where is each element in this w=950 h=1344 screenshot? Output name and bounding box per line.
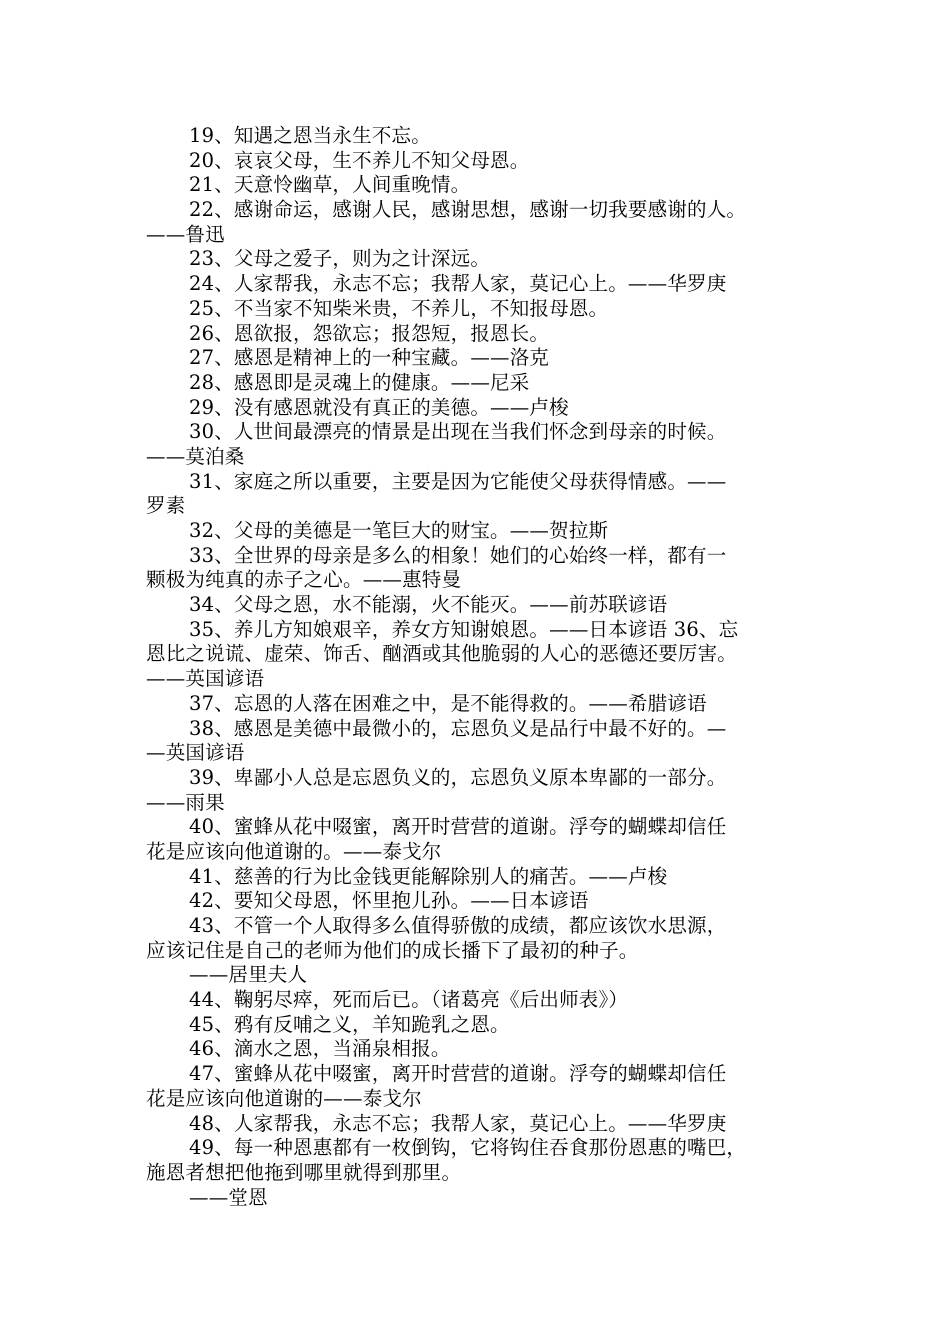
text-line: 47、蜜蜂从花中啜蜜，离开时营营的道谢。浮夸的蝴蝶却信任 <box>189 1062 727 1086</box>
text-line: 27、感恩是精神上的一种宝藏。——洛克 <box>189 346 550 370</box>
text-line: 43、不管一个人取得多么值得骄傲的成绩，都应该饮水思源， <box>189 914 727 937</box>
text-line: 颗极为纯真的赤子之心。——惠特曼 <box>146 568 462 592</box>
text-line: ——英国谚语 <box>146 667 265 691</box>
text-line: ——堂恩 <box>189 1185 268 1209</box>
text-line: 21、天意怜幽草，人间重晚情。 <box>189 173 471 197</box>
text-line: 37、忘恩的人落在困难之中，是不能得救的。——希腊谚语 <box>189 691 707 715</box>
text-line: 45、鸦有反哺之义，羊知跪乳之恩。 <box>189 1012 510 1036</box>
text-line: 42、要知父母恩，怀里抱儿孙。——日本谚语 <box>189 889 589 913</box>
text-line: 20、哀哀父母，生不养儿不知父母恩。 <box>189 148 530 172</box>
text-line: 38、感恩是美德中最微小的，忘恩负义是品行中最不好的。— <box>189 716 727 740</box>
text-line: 19、知遇之恩当永生不忘。 <box>189 124 431 147</box>
document-body <box>146 124 808 1210</box>
text-line: 应该记住是自己的老师为他们的成长播下了最初的种子。 <box>146 938 639 962</box>
text-line: 恩比之说谎、虚荣、饰舌、酗酒或其他脆弱的人心的恶德还要厉害。 <box>146 642 738 666</box>
text-line: 46、滴水之恩，当涌泉相报。 <box>189 1037 451 1061</box>
text-line: 49、每一种恩惠都有一枚倒钩，它将钩住吞食那份恩惠的嘴巴， <box>189 1136 747 1160</box>
text-line: 30、人世间最漂亮的情景是出现在当我们怀念到母亲的时候。 <box>189 420 727 444</box>
text-line: 34、父母之恩，水不能溺，火不能灭。——前苏联谚语 <box>189 593 668 617</box>
text-line: 41、慈善的行为比金钱更能解除别人的痛苦。——卢梭 <box>189 864 668 888</box>
text-line: ——居里夫人 <box>189 963 308 987</box>
text-line: 罗素 <box>146 494 186 518</box>
text-line: 35、养儿方知娘艰辛，养女方知谢娘恩。——日本谚语 36、忘 <box>189 617 739 641</box>
text-line: 33、全世界的母亲是多么的相象！她们的心始终一样，都有一 <box>189 543 727 567</box>
text-line: 花是应该向他道谢的。——泰戈尔 <box>146 839 442 863</box>
text-line: 施恩者想把他拖到哪里就得到那里。 <box>146 1160 462 1184</box>
text-line: 32、父母的美德是一笔巨大的财宝。——贺拉斯 <box>189 519 609 542</box>
text-line: 40、蜜蜂从花中啜蜜，离开时营营的道谢。浮夸的蝴蝶却信任 <box>189 815 727 839</box>
text-line: 25、不当家不知柴米贵，不养儿，不知报母恩。 <box>189 296 609 320</box>
text-line: —英国谚语 <box>146 741 245 765</box>
text-line: ——莫泊桑 <box>146 444 245 468</box>
text-line: ——雨果 <box>146 790 225 814</box>
text-line: 31、家庭之所以重要，主要是因为它能使父母获得情感。—— <box>189 469 727 493</box>
text-line: 44、鞠躬尽瘁，死而后已。（诸葛亮《后出师表》） <box>189 988 629 1012</box>
text-line: 26、恩欲报，怨欲忘；报怨短，报恩长。 <box>189 321 550 345</box>
text-line: 23、父母之爱子，则为之计深远。 <box>189 247 491 271</box>
text-line: ——鲁迅 <box>146 222 225 246</box>
text-line: 39、卑鄙小人总是忘恩负义的，忘恩负义原本卑鄙的一部分。 <box>189 765 727 789</box>
text-line: 24、人家帮我，永志不忘；我帮人家，莫记心上。——华罗庚 <box>189 272 727 296</box>
text-line: 29、没有感恩就没有真正的美德。——卢梭 <box>189 395 569 419</box>
text-line: 花是应该向他道谢的——泰戈尔 <box>146 1086 422 1110</box>
text-line: 22、感谢命运，感谢人民，感谢思想，感谢一切我要感谢的人。 <box>189 198 747 222</box>
text-line: 28、感恩即是灵魂上的健康。——尼采 <box>189 370 530 394</box>
text-line: 48、人家帮我，永志不忘；我帮人家，莫记心上。——华罗庚 <box>189 1111 727 1135</box>
